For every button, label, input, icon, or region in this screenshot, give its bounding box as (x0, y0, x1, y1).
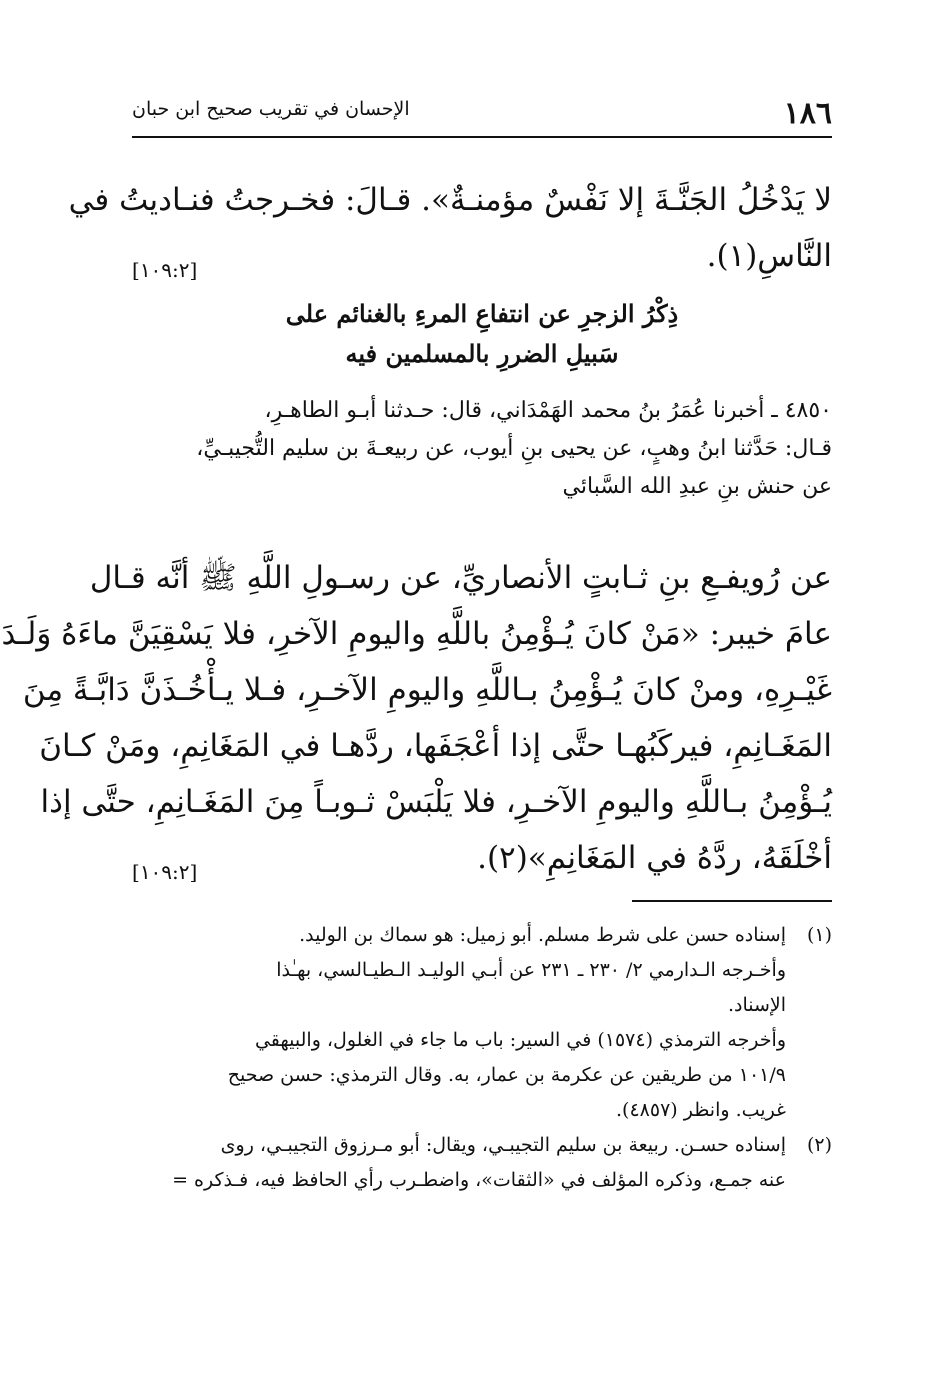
hadith-text (1, 550, 832, 886)
footnote-line: وأخـرجه الـدارمي ٢/ ٢٣٠ ـ ٢٣١ عن أبـي الوليـد الـطيـالسي، بهـٰذا (276, 959, 786, 981)
page-number: ١٨٦ (783, 96, 832, 131)
text-line: قـال: حَدَّثنا ابنُ وهبٍ، عن يحيى بنِ أيوب، عن ربيعـةَ بن سليم التُّجيبـيِّ، (196, 436, 832, 461)
footnote-text: إسناده حسـن. ربيعة بن سليم التجيبـي، ويقال: أبو مـرزوق التجيبـي، روى (220, 1134, 786, 1156)
previous-hadith-ending (68, 172, 832, 284)
text-line: غَيْـرِهِ، ومنْ كانَ يُـؤْمِنُ بـاللَّهِ واليومِ الآخـرِ، فـلا يـأْخُـذَنَّ دَابَّـةً مِنَ (22, 672, 832, 708)
text-line (132, 228, 832, 284)
footnote-line: غريب. وانظر (٤٨٥٧). (616, 1099, 786, 1121)
reference-bracket: [١٠٩:٢] (132, 860, 198, 884)
footnote-line: ١٠١/٩ من طريقين عن عكرمة بن عمار، به. وقال الترمذي: حسن صحيح (227, 1064, 786, 1086)
footnote-line (132, 918, 832, 953)
footnote-rule (632, 900, 832, 902)
text-line: لا يَدْخُلُ الجَنَّـةَ إلا نَفْسٌ مؤمنـةٌ». قـالَ: فخـرجتُ فنـاديتُ في (68, 182, 832, 218)
isnad-paragraph (132, 392, 832, 506)
text-line-content: النَّاسِ(١). (706, 238, 832, 274)
text-line: عن حنش بنِ عبدِ الله السَّبائي (562, 474, 832, 499)
text-line: عامَ خيبر: «مَنْ كانَ يُـؤْمِنُ باللَّهِ واليومِ الآخرِ، فلا يَسْقِيَنَّ ماءَهُ وَلَـدَ (1, 616, 832, 652)
footnote-marker: (١) (806, 924, 832, 946)
footnote-line (132, 1128, 832, 1163)
footnote-line: الإسناد. (727, 994, 786, 1016)
chapter-heading (132, 294, 832, 374)
text-line: عن رُويفـعِ بنِ ثـابتٍ الأنصاريِّ، عن رسـولِ اللَّهِ ﷺ أنَّه قـال (89, 560, 832, 596)
text-line-content: أخْلَقَهُ، ردَّهُ في المَغَانِمِ»(٢). (477, 840, 832, 876)
running-title: الإحسان في تقريب صحيح ابن حبان (132, 98, 410, 120)
footnotes (132, 918, 832, 1198)
text-line: ٤٨٥٠ ـ أخبرنا عُمَرُ بنُ محمد الهَمْدَاني، قال: حـدثنا أبـو الطاهـرِ، (264, 398, 832, 423)
header-rule (132, 136, 832, 138)
text-line: يُـؤْمِنُ بـاللَّهِ واليومِ الآخـرِ، فلا يَلْبَسْ ثـوبـاً مِنَ المَغَـانِمِ، حتَّى إذا (40, 784, 832, 820)
footnote-marker: (٢) (806, 1134, 832, 1156)
text-line (132, 830, 832, 886)
reference-bracket: [١٠٩:٢] (132, 258, 198, 282)
footnote-text: إسناده حسن على شرط مسلم. أبو زميل: هو سماك بن الوليد. (299, 924, 786, 946)
running-header (132, 92, 832, 132)
chapter-heading-line: ذِكْرُ الزجرِ عن انتفاعِ المرءِ بالغنائم على (285, 299, 679, 328)
text-line: المَغَـانِمِ، فيركَبُهـا حتَّى إذا أعْجَفَها، ردَّهـا في المَغَانِمِ، ومَنْ كـانَ (39, 728, 832, 764)
chapter-heading-line: سَبيلِ الضررِ بالمسلمين فيه (345, 339, 619, 368)
footnote-line: عنه جمـع، وذكره المؤلف في «الثقات»، واضطـرب رأي الحافظ فيه، فـذكره = (172, 1169, 786, 1191)
footnote-line: وأخرجه الترمذي (١٥٧٤) في السير: باب ما جاء في الغلول، والبيهقي (254, 1029, 786, 1051)
